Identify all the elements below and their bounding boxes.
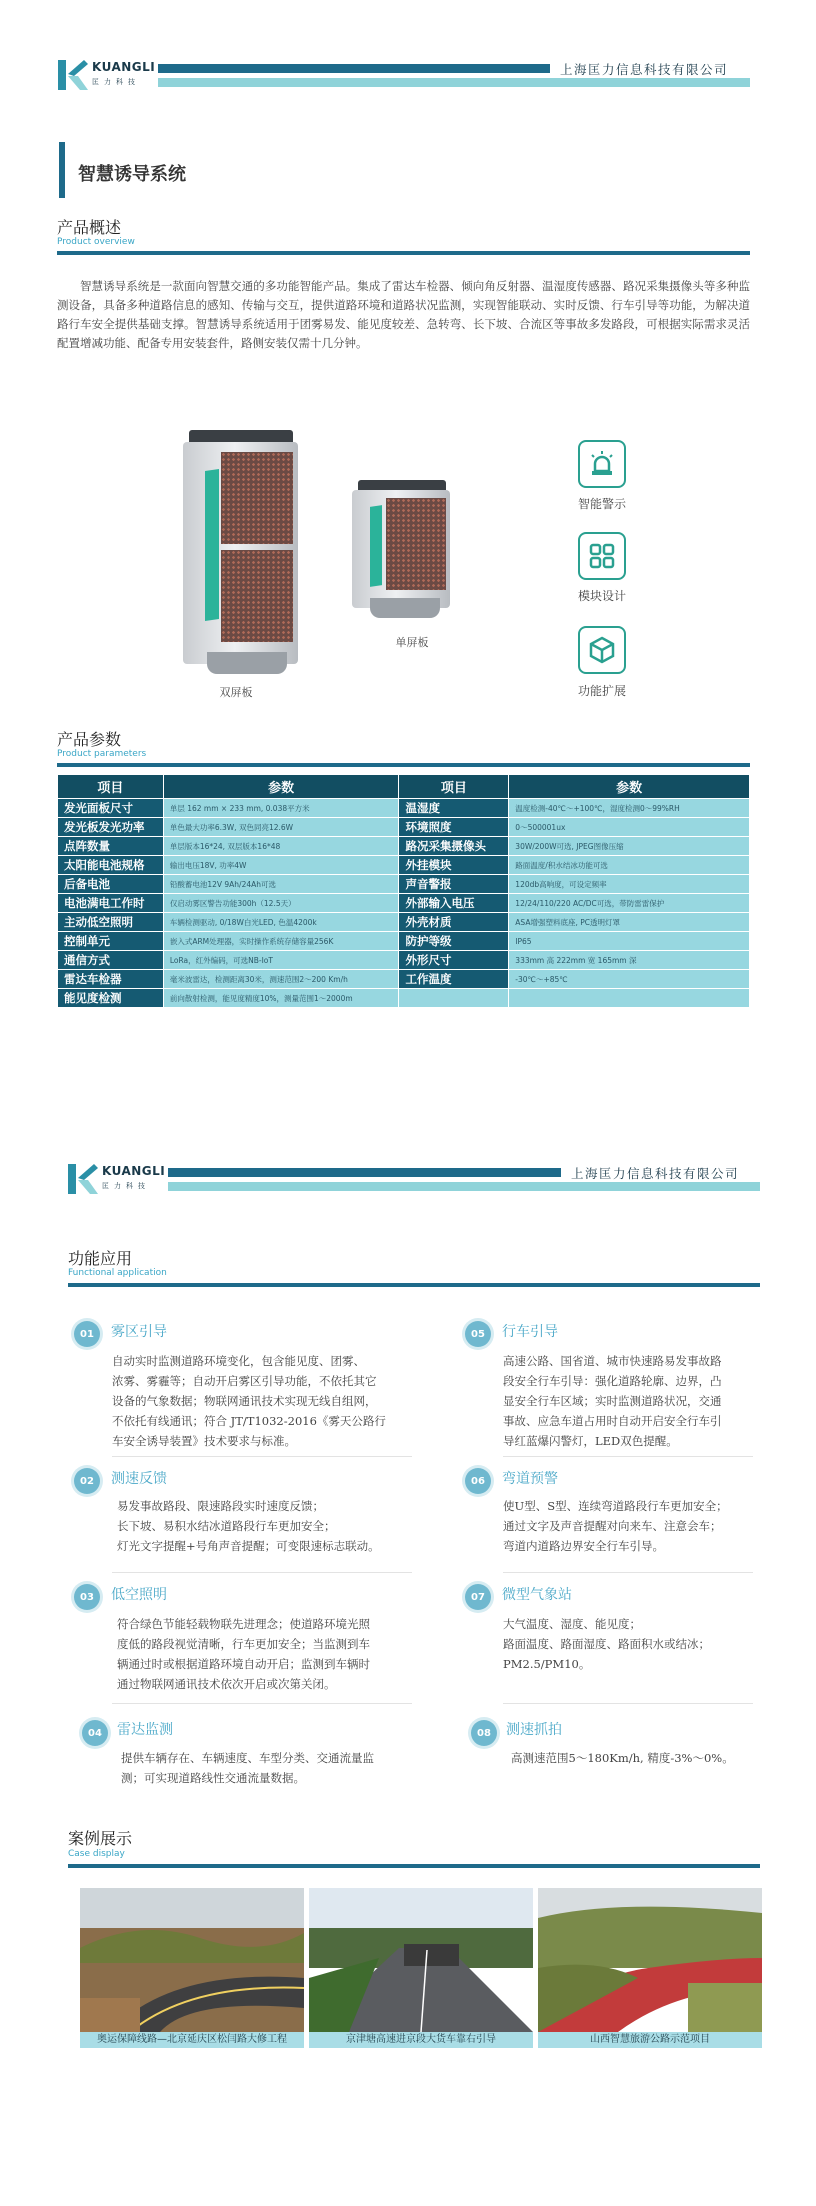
table-cell: 单层 162 mm × 233 mm, 0.038平方米 [163,799,399,818]
params-divider [57,763,750,767]
kuangli-logo-icon [56,58,90,92]
header-bar-light [168,1182,760,1191]
company-name: 上海匡力信息科技有限公司 [560,62,729,77]
functions-subtitle: Functional application [68,1268,167,1278]
table-cell: 能见度检测 [58,989,164,1008]
logo-text: KUANGLI [92,60,156,74]
table-cell [509,989,750,1008]
function-title-fog: 雾区引导 [111,1324,167,1340]
overview-title: 产品概述 [57,218,122,237]
cases-title: 案例展示 [68,1829,133,1848]
table-cell: 外形尺寸 [399,951,509,970]
table-row [58,856,750,875]
table-cell: 外挂模块 [399,856,509,875]
page-title: 智慧诱导系统 [78,164,186,185]
table-cell: 温湿度 [399,799,509,818]
case-caption-2: 京津塘高速进京段大货车靠右引导 [309,2032,533,2048]
table-row [58,989,750,1008]
table-cell: 控制单元 [58,932,164,951]
table-cell: 输出电压18V, 功率4W [163,856,399,875]
kuangli-logo-icon [66,1162,100,1196]
header-item-1: 项目 [58,775,164,799]
table-cell: ASA增强塑料底座, PC透明灯罩 [509,913,750,932]
function-title-speed: 测速反馈 [111,1471,167,1487]
table-cell: 毫米波雷达，检测距离30米，测速范围2～200 Km/h [163,970,399,989]
table-cell: 点阵数量 [58,837,164,856]
table-cell: 车辆检测驱动, 0/18W白光LED, 色温4200k [163,913,399,932]
overview-text: 智慧诱导系统是一款面向智慧交通的多功能智能产品。集成了雷达车检器、倾向角反射器、温湿度传感器、路况采集摄像头等多种监测设备，具备多种道路信息的感知、传输与交互，提供道路环境和道路状况监测，实现智能联动、实时反馈、行车引导等功能，为解决道路行车安全提供基础支撑。智慧诱导系统适用于团雾易发、能见度较差、急转弯、长下坡、合流区等事故多发路段，可根据实际需求灵活配置增减功能、配备专用安装套件，路侧安装仅需十几分钟。 [57,279,750,350]
function-body-capture: 高测速范围5～180Km/h, 精度-3%～0%。 [511,1751,734,1765]
feature-label-expand: 功能扩展 [577,684,626,698]
case-caption-1: 奥运保障线路—北京延庆区松闫路大修工程 [80,2032,304,2048]
table-row [58,951,750,970]
table-cell: 通信方式 [58,951,164,970]
logo-text: KUANGLI [102,1164,166,1178]
table-cell: 30W/200W可选, JPEG图像压缩 [509,837,750,856]
table-cell: IP65 [509,932,750,951]
table-row [58,818,750,837]
cube-icon [578,626,626,674]
single-panel-label: 单屏板 [395,636,429,649]
table-row [58,894,750,913]
function-body-fog: 自动实时监测道路环境变化，包含能见度、团雾、 浓雾、雾霾等；自动开启雾区引导功能，不依托其它 设备的气象数据；物联网通讯技术实现无线自组网， 不依托有线通讯；符合 JT/T1032-2016《雾天公路行 车安全诱导装置》技术要求与标准。 [112,1354,386,1448]
functions-divider [68,1283,760,1287]
table-cell: 路面温度/积水结冰功能可选 [509,856,750,875]
function-body-driving: 高速公路、国省道、城市快速路易发事故路 段安全行车引导：强化道路轮廓、边界，凸 显安全行车区域；实时监测道路状况，交通 事故、应急车道占用时自动开启安全行车引 导红蓝爆闪警灯，LED双色提醒。 [503,1354,722,1448]
feature-label-warning: 智能警示 [577,497,626,511]
table-cell: -30℃～+85℃ [509,970,750,989]
function-number-02: 02 [74,1468,100,1494]
single-panel-device [352,480,450,620]
header-bar-dark [158,64,550,73]
title-accent-bar [59,142,65,198]
function-number-03: 03 [74,1584,100,1610]
function-title-radar: 雷达监测 [117,1722,173,1738]
function-divider [503,1703,753,1704]
function-divider [503,1572,753,1573]
function-body-curve: 使U型、S型、连续弯道路段行车更加安全； 通过文字及声音提醒对向来车、注意会车； 弯道内道路边界安全行车引导。 [503,1499,728,1553]
params-table [57,774,750,1008]
table-cell: 120db高响度，可设定频率 [509,875,750,894]
function-body-weather: 大气温度、湿度、能见度； 路面温度、路面湿度、路面积水或结冰； PM2.5/PM10。 [503,1617,710,1671]
table-cell: 外部输入电压 [399,894,509,913]
table-cell: 外壳材质 [399,913,509,932]
overview-divider [57,251,750,255]
table-cell: 333mm 高 222mm 宽 165mm 深 [509,951,750,970]
function-body-radar: 提供车辆存在、车辆速度、车型分类、交通流量监 测；可实现道路线性交通流量数据。 [121,1751,374,1785]
table-cell: 前向散射检测，能见度精度10%，测量范围1～2000m [163,989,399,1008]
feature-label-module: 模块设计 [577,589,626,603]
table-cell: 0～500001ux [509,818,750,837]
cases-divider [68,1864,760,1868]
header-bar-dark [168,1168,561,1177]
table-cell: 发光面板尺寸 [58,799,164,818]
header-param-2: 参数 [509,775,750,799]
company-name: 上海匡力信息科技有限公司 [571,1166,740,1181]
table-cell: 单层版本16*24, 双层版本16*48 [163,837,399,856]
table-row [58,837,750,856]
table-cell: 12/24/110/220 AC/DC可选，带防雷雷保护 [509,894,750,913]
table-cell: 主动低空照明 [58,913,164,932]
function-number-04: 04 [82,1720,108,1746]
function-number-08: 08 [471,1720,497,1746]
logo-subtext: 匡力科技 [92,78,140,86]
table-row [58,970,750,989]
table-cell: 仅启动雾区警告功能300h（12.5天） [163,894,399,913]
function-title-lighting: 低空照明 [111,1587,167,1603]
function-number-07: 07 [465,1584,491,1610]
overview-subtitle: Product overview [57,237,135,247]
table-cell [399,989,509,1008]
functions-title: 功能应用 [68,1249,133,1268]
table-row [58,913,750,932]
table-cell: 工作温度 [399,970,509,989]
function-number-01: 01 [74,1321,100,1347]
case-caption-3: 山西智慧旅游公路示范项目 [538,2032,762,2048]
header-item-2: 项目 [399,775,509,799]
table-cell: 环境照度 [399,818,509,837]
function-title-driving: 行车引导 [502,1324,558,1340]
table-cell: 声音警报 [399,875,509,894]
table-cell: 雷达车检器 [58,970,164,989]
table-cell: LoRa，红外编码，可选NB-IoT [163,951,399,970]
case-photo-3 [538,1888,762,2032]
table-cell: 太阳能电池规格 [58,856,164,875]
module-grid-icon [578,532,626,580]
table-cell: 单色最大功率6.3W, 双色同亮12.6W [163,818,399,837]
table-row [58,932,750,951]
function-body-lighting: 符合绿色节能轻载物联先进理念；使道路环境光照 度低的路段视觉清晰，行车更加安全；当监测到车 辆通过时或根据道路环境自动开启；监测到车辆时 通过物联网通讯技术依次开启或次第关闭。 [117,1617,370,1691]
double-panel-device [183,430,298,675]
table-cell: 后备电池 [58,875,164,894]
params-header-row [58,775,750,799]
function-divider [112,1456,412,1457]
case-photo-1 [80,1888,304,2032]
function-body-speed: 易发事故路段、限速路段实时速度反馈； 长下坡、易积水结冰道路段行车更加安全； 灯光文字提醒+号角声音提醒；可变限速标志联动。 [117,1499,380,1553]
double-panel-label: 双屏板 [219,686,253,699]
table-cell: 嵌入式ARM处理器，实时操作系统存储容量256K [163,932,399,951]
params-subtitle: Product parameters [57,749,147,759]
logo-subtext: 匡力科技 [102,1182,150,1190]
function-divider [112,1703,412,1704]
params-title: 产品参数 [57,730,122,749]
function-divider [112,1572,412,1573]
alarm-light-icon [578,440,626,488]
table-row [58,875,750,894]
table-cell: 发光板发光功率 [58,818,164,837]
case-photo-2 [309,1888,533,2032]
table-row [58,799,750,818]
header-bar-light [158,78,750,87]
table-cell: 路况采集摄像头 [399,837,509,856]
table-cell: 防护等级 [399,932,509,951]
function-number-06: 06 [465,1468,491,1494]
function-title-capture: 测速抓拍 [506,1722,562,1738]
table-cell: 温度检测-40℃～+100℃，湿度检测0～99%RH [509,799,750,818]
table-cell: 电池满电工作时 [58,894,164,913]
function-title-weather: 微型气象站 [502,1587,572,1603]
header-param-1: 参数 [163,775,399,799]
function-title-curve: 弯道预警 [502,1471,558,1487]
cases-subtitle: Case display [68,1849,125,1859]
table-cell: 铅酸蓄电池12V 9Ah/24Ah可选 [163,875,399,894]
function-divider [503,1456,753,1457]
function-number-05: 05 [465,1321,491,1347]
